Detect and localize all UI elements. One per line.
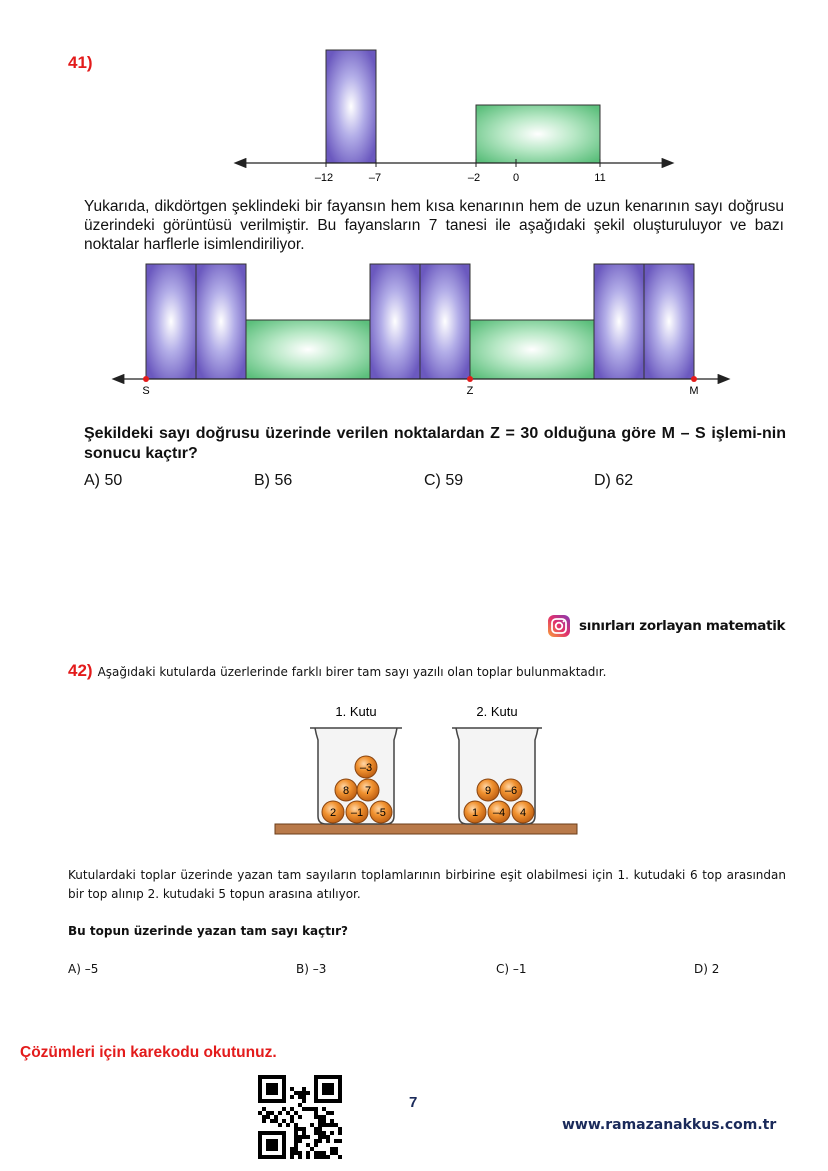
box-2-ball (488, 801, 510, 823)
page-number: 7 (409, 1094, 418, 1111)
tile-horizontal (470, 320, 594, 379)
tile-vertical (370, 264, 420, 379)
option-a[interactable]: A) –5 (68, 962, 99, 976)
point-s (143, 376, 149, 382)
box-2-ball (464, 801, 486, 823)
svg-text:4: 4 (519, 807, 527, 819)
qr-code[interactable] (258, 1075, 342, 1159)
question-41-intro: Yukarıda, dikdörtgen şeklindeki bir fayansın hem kısa kenarının hem de uzun kenarının sayı doğrusu üzerindeki görüntüsü verilmiştir. Bu fayansların 7 tanesi ile aşağıdaki şekil oluşturuluyor ve bazı noktalar harflerle isimlendiriliyor. (84, 198, 784, 253)
svg-text:2: 2 (329, 807, 337, 819)
tick-label: 0 (512, 172, 520, 184)
box-1-ball (322, 801, 344, 823)
box-1-ball (335, 779, 357, 801)
tick-label: –2 (467, 172, 481, 184)
svg-text:–3: –3 (359, 762, 373, 774)
instagram-handle: sınırları zorlayan matematik (579, 618, 786, 634)
box-2-ball (477, 779, 499, 801)
svg-text:7: 7 (364, 785, 372, 797)
instagram-brand (547, 614, 785, 638)
qr-caption: Çözümleri için karekodu okutunuz. (20, 1044, 277, 1061)
tile-horizontal (246, 320, 370, 379)
tile-vertical (420, 264, 470, 379)
tile-short-side (326, 50, 376, 163)
point-m (691, 376, 697, 382)
tile-dimensions-figure (228, 45, 680, 185)
point-label: Z (466, 385, 474, 397)
box-1-label: 1. Kutu (335, 704, 377, 719)
question-42-intro: Aşağıdaki kutularda üzerlerinde farklı birer tam sayı yazılı olan toplar bulunmaktadır. (97, 665, 607, 679)
tick-label: 11 (594, 172, 606, 184)
svg-text:–1: –1 (350, 807, 364, 819)
box-1-ball (346, 801, 368, 823)
shelf (275, 824, 577, 834)
box-1-ball (357, 779, 379, 801)
question-42-header (68, 661, 606, 682)
question-42-text: Kutulardaki toplar üzerinde yazan tam sayıların toplamlarının birbirine eşit olabilmesi için 1. kutudaki 6 top arasından bir top alınıp 2. kutudaki 5 topun arasına atılıyor. (68, 868, 786, 901)
question-42-question: Bu topun üzerinde yazan tam sayı kaçtır? (68, 924, 348, 938)
svg-text:–6: –6 (504, 785, 518, 797)
svg-text:1: 1 (471, 807, 479, 819)
box-1-ball (370, 801, 392, 823)
option-a[interactable]: A) 50 (84, 472, 123, 489)
svg-text:-5: -5 (376, 807, 386, 819)
svg-text:9: 9 (484, 785, 492, 797)
box-2-ball (512, 801, 534, 823)
box-1-ball (355, 756, 377, 778)
option-d[interactable]: D) 2 (694, 962, 720, 976)
question-41-text: Şekildeki sayı doğrusu üzerinde verilen noktalardan Z = 30 olduğuna göre M – S işlemi-nin sonucu kaçtır? (84, 425, 786, 462)
box-2-label: 2. Kutu (476, 704, 518, 719)
option-b[interactable]: B) 56 (254, 472, 293, 489)
svg-text:–4: –4 (492, 807, 506, 819)
option-b[interactable]: B) –3 (296, 962, 327, 976)
boxes-figure (270, 700, 580, 840)
tick-label: –12 (314, 172, 334, 184)
tick-label: –7 (368, 172, 382, 184)
point-z (467, 376, 473, 382)
tile-vertical (196, 264, 246, 379)
option-c[interactable]: C) 59 (424, 472, 464, 489)
svg-text:8: 8 (342, 785, 350, 797)
instagram-icon (547, 614, 571, 638)
point-label: S (142, 385, 150, 397)
tile-vertical (146, 264, 196, 379)
question-41-number: 41) (68, 53, 93, 72)
box-2-ball (500, 779, 522, 801)
option-d[interactable]: D) 62 (594, 472, 634, 489)
question-42-number: 42) (68, 661, 93, 680)
tile-vertical (644, 264, 694, 379)
point-label: M (689, 385, 699, 397)
tile-long-side (476, 105, 600, 163)
option-c[interactable]: C) –1 (496, 962, 527, 976)
tiles-arrangement-figure (108, 258, 734, 398)
website-link[interactable]: www.ramazanakkus.com.tr (562, 1117, 777, 1133)
tile-vertical (594, 264, 644, 379)
